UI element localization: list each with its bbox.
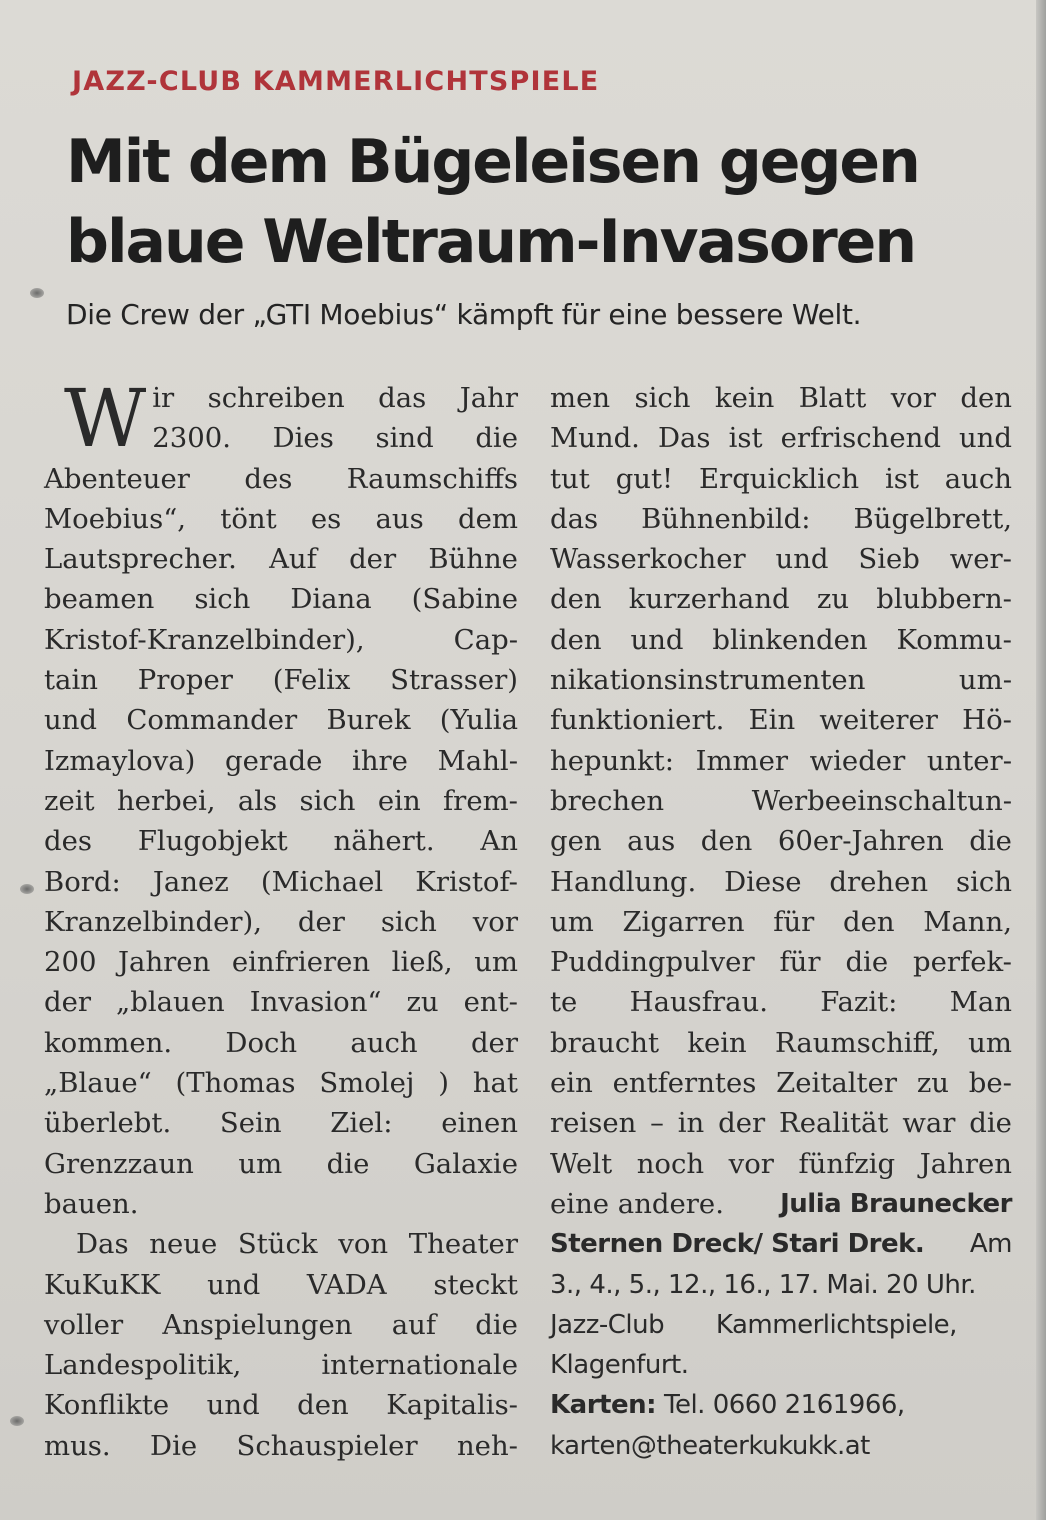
info-line [550, 1305, 1012, 1345]
text-line: nikationsinstrumenten um- [550, 664, 1012, 697]
venue: Jazz-Club Kammerlichtspiele, [550, 1309, 957, 1340]
info-line [550, 1385, 1012, 1425]
drop-cap: W [64, 372, 147, 465]
text-line: Izmaylova) gerade ihre Mahl- [44, 744, 518, 777]
text-line: bauen. [44, 1187, 139, 1220]
text-line: um Zigarren für den Mann, [550, 905, 1012, 938]
article-column-left [44, 372, 518, 1466]
headline-line: Mit dem Bügeleisen gegen [66, 127, 919, 197]
text-line: gen aus den 60er-Jahren die [550, 825, 1012, 858]
text-line: Konflikte und den Kapitalis- [44, 1389, 518, 1422]
text-line: der „blauen Invasion“ zu ent- [44, 986, 518, 1019]
text-line: Abenteuer des Raumschiffs [44, 462, 518, 495]
text-line: des Flugobjekt nähert. An [44, 825, 518, 858]
text-line: funktioniert. Ein weiterer Hö- [550, 704, 1012, 737]
text-line: 2300. Dies sind die [152, 422, 518, 455]
show-title: Sternen Dreck/ Stari Drek. [550, 1229, 925, 1260]
text-line: tut gut! Erquicklich ist auch [550, 462, 1012, 495]
headline-line: blaue Weltraum-Invasoren [66, 207, 916, 277]
text-line: Das neue Stück von Theater [76, 1228, 518, 1261]
text-line: den kurzerhand zu blubbern- [550, 583, 1012, 616]
text-line: braucht kein Raumschiff, um [550, 1026, 1012, 1059]
tickets-email[interactable]: karten@theaterkukukk.at [550, 1430, 870, 1461]
venue-city: Klagenfurt. [550, 1350, 689, 1381]
tickets-label: Karten: [550, 1390, 656, 1421]
text-line: te Hausfrau. Fazit: Man [550, 986, 1012, 1019]
paper-edge [1036, 0, 1046, 1520]
text-line: überlebt. Sein Ziel: einen [44, 1107, 518, 1140]
text-line: zeit herbei, als sich ein frem- [44, 784, 518, 817]
info-line [550, 1426, 1012, 1466]
article-column-right [550, 378, 1012, 1466]
article-kicker: JAZZ-CLUB KAMMERLICHTSPIELE [72, 66, 600, 97]
text-line: Lautsprecher. Auf der Bühne [44, 543, 518, 576]
text-line: den und blinkenden Kommu- [550, 623, 1012, 656]
text-line: Bord: Janez (Michael Kristof- [44, 865, 518, 898]
punch-mark [30, 288, 44, 298]
closing-line [550, 1184, 1012, 1224]
dates-lead: Am [969, 1229, 1012, 1260]
text-line: ir schreiben das Jahr [152, 382, 518, 414]
text-line: „Blaue“ (Thomas Smolej ) hat [44, 1067, 518, 1100]
punch-mark [10, 1416, 24, 1426]
text-line: und Commander Burek (Yulia [44, 704, 518, 737]
text-line: Welt noch vor fünfzig Jahren [550, 1147, 1012, 1180]
text-line: mus. Die Schauspieler neh- [44, 1429, 518, 1462]
punch-mark [20, 884, 34, 894]
show-dates: 3., 4., 5., 12., 16., 17. Mai. 20 Uhr. [550, 1269, 976, 1300]
text-line: Handlung. Diese drehen sich [550, 865, 1012, 898]
tickets-phone: Tel. 0660 2161966, [663, 1390, 905, 1421]
text-line: hepunkt: Immer wieder unter- [550, 744, 1012, 777]
closing-text: eine andere. [550, 1187, 724, 1220]
text-line: KuKuKK und VADA steckt [44, 1268, 518, 1301]
text-line: men sich kein Blatt vor den [550, 382, 1012, 414]
text-line: 200 Jahren einfrieren ließ, um [44, 946, 518, 979]
text-line: Puddingpulver für die perfek- [550, 946, 1012, 979]
text-line: beamen sich Diana (Sabine [44, 583, 518, 616]
info-line [550, 1345, 1012, 1385]
text-line: ein entferntes Zeitalter zu be- [550, 1067, 1012, 1100]
text-line: Grenzzaun um die Galaxie [44, 1147, 518, 1180]
author-name: Julia Braunecker [780, 1188, 1012, 1219]
text-line: das Bühnenbild: Bügelbrett, [550, 502, 1012, 535]
info-line [550, 1265, 1012, 1305]
info-line [550, 1224, 1012, 1264]
text-line: Kranzelbinder), der sich vor [44, 905, 518, 938]
text-line: reisen – in der Realität war die [550, 1107, 1012, 1140]
text-line: voller Anspielungen auf die [44, 1308, 518, 1341]
text-line: Moebius“, tönt es aus dem [44, 502, 518, 535]
text-line: Kristof-Kranzelbinder), Cap- [44, 623, 518, 656]
text-line: tain Proper (Felix Strasser) [44, 664, 518, 697]
text-line: Mund. Das ist erfrischend und [550, 422, 1012, 455]
article-headline [66, 122, 919, 282]
article-subline: Die Crew der „GTI Moebius“ kämpft für eine bessere Welt. [66, 298, 862, 331]
text-line: Landespolitik, internationale [44, 1349, 518, 1382]
text-line: kommen. Doch auch der [44, 1026, 518, 1059]
text-line: Wasserkocher und Sieb wer- [550, 543, 1012, 576]
text-line: brechen Werbeeinschaltun- [550, 784, 1012, 817]
